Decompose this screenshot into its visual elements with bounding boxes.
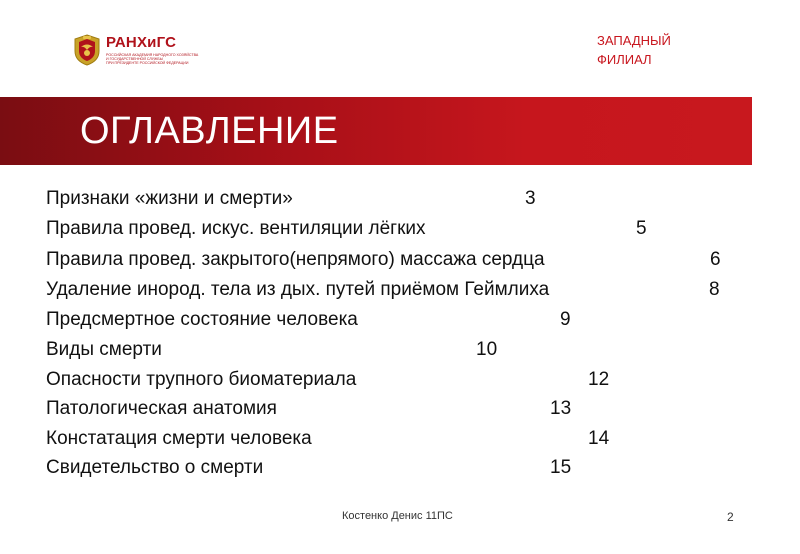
footer-author: Костенко Денис 11ПС (342, 510, 453, 522)
toc-item-title[interactable]: Патологическая анатомия (46, 398, 277, 419)
logo-title: РАНХиГС (106, 34, 177, 51)
toc-item-page: 3 (525, 188, 536, 209)
toc-item-page: 9 (560, 309, 571, 330)
toc-item-page: 8 (709, 279, 720, 300)
page-title: ОГЛАВЛЕНИЕ (80, 110, 339, 152)
logo-subtitle: РОССИЙСКАЯ АКАДЕМИЯ НАРОДНОГО ХОЗЯЙСТВА И ГОСУДАРСТВЕННОЙ СЛУЖБЫ ПРИ ПРЕЗИДЕНТЕ РОССИЙСКОЙ ФЕДЕРАЦИИ (106, 53, 199, 66)
toc-item-title[interactable]: Удаление инород. тела из дых. путей приёмом Геймлиха (46, 279, 550, 300)
branch-label (597, 31, 671, 69)
toc-item-page: 6 (710, 249, 721, 270)
toc-item-page: 15 (550, 457, 572, 478)
toc-item-page: 5 (636, 218, 647, 239)
slide-number: 2 (727, 510, 734, 524)
toc-item-title[interactable]: Предсмертное состояние человека (46, 309, 358, 330)
toc-item-page: 13 (550, 398, 572, 419)
ranepa-logo (72, 33, 212, 67)
toc-item-page: 12 (588, 369, 610, 390)
toc-item-title[interactable]: Опасности трупного биоматериала (46, 369, 357, 390)
toc-item-title[interactable]: Признаки «жизни и смерти» (46, 188, 293, 209)
toc-item-title[interactable]: Правила провед. закрытого(непрямого) массажа сердца (46, 249, 545, 270)
toc-item-title[interactable]: Виды смерти (46, 339, 162, 360)
toc-item-title[interactable]: Свидетельство о смерти (46, 457, 264, 478)
eagle-emblem-icon (72, 33, 102, 67)
toc-item-title[interactable]: Правила провед. искус. вентиляции лёгких (46, 218, 426, 239)
branch-line-2: ФИЛИАЛ (597, 52, 652, 67)
branch-line-1: ЗАПАДНЫЙ (597, 33, 671, 48)
toc-item-title[interactable]: Констатация смерти человека (46, 428, 312, 449)
toc-item-page: 14 (588, 428, 610, 449)
toc-item-page: 10 (476, 339, 498, 360)
